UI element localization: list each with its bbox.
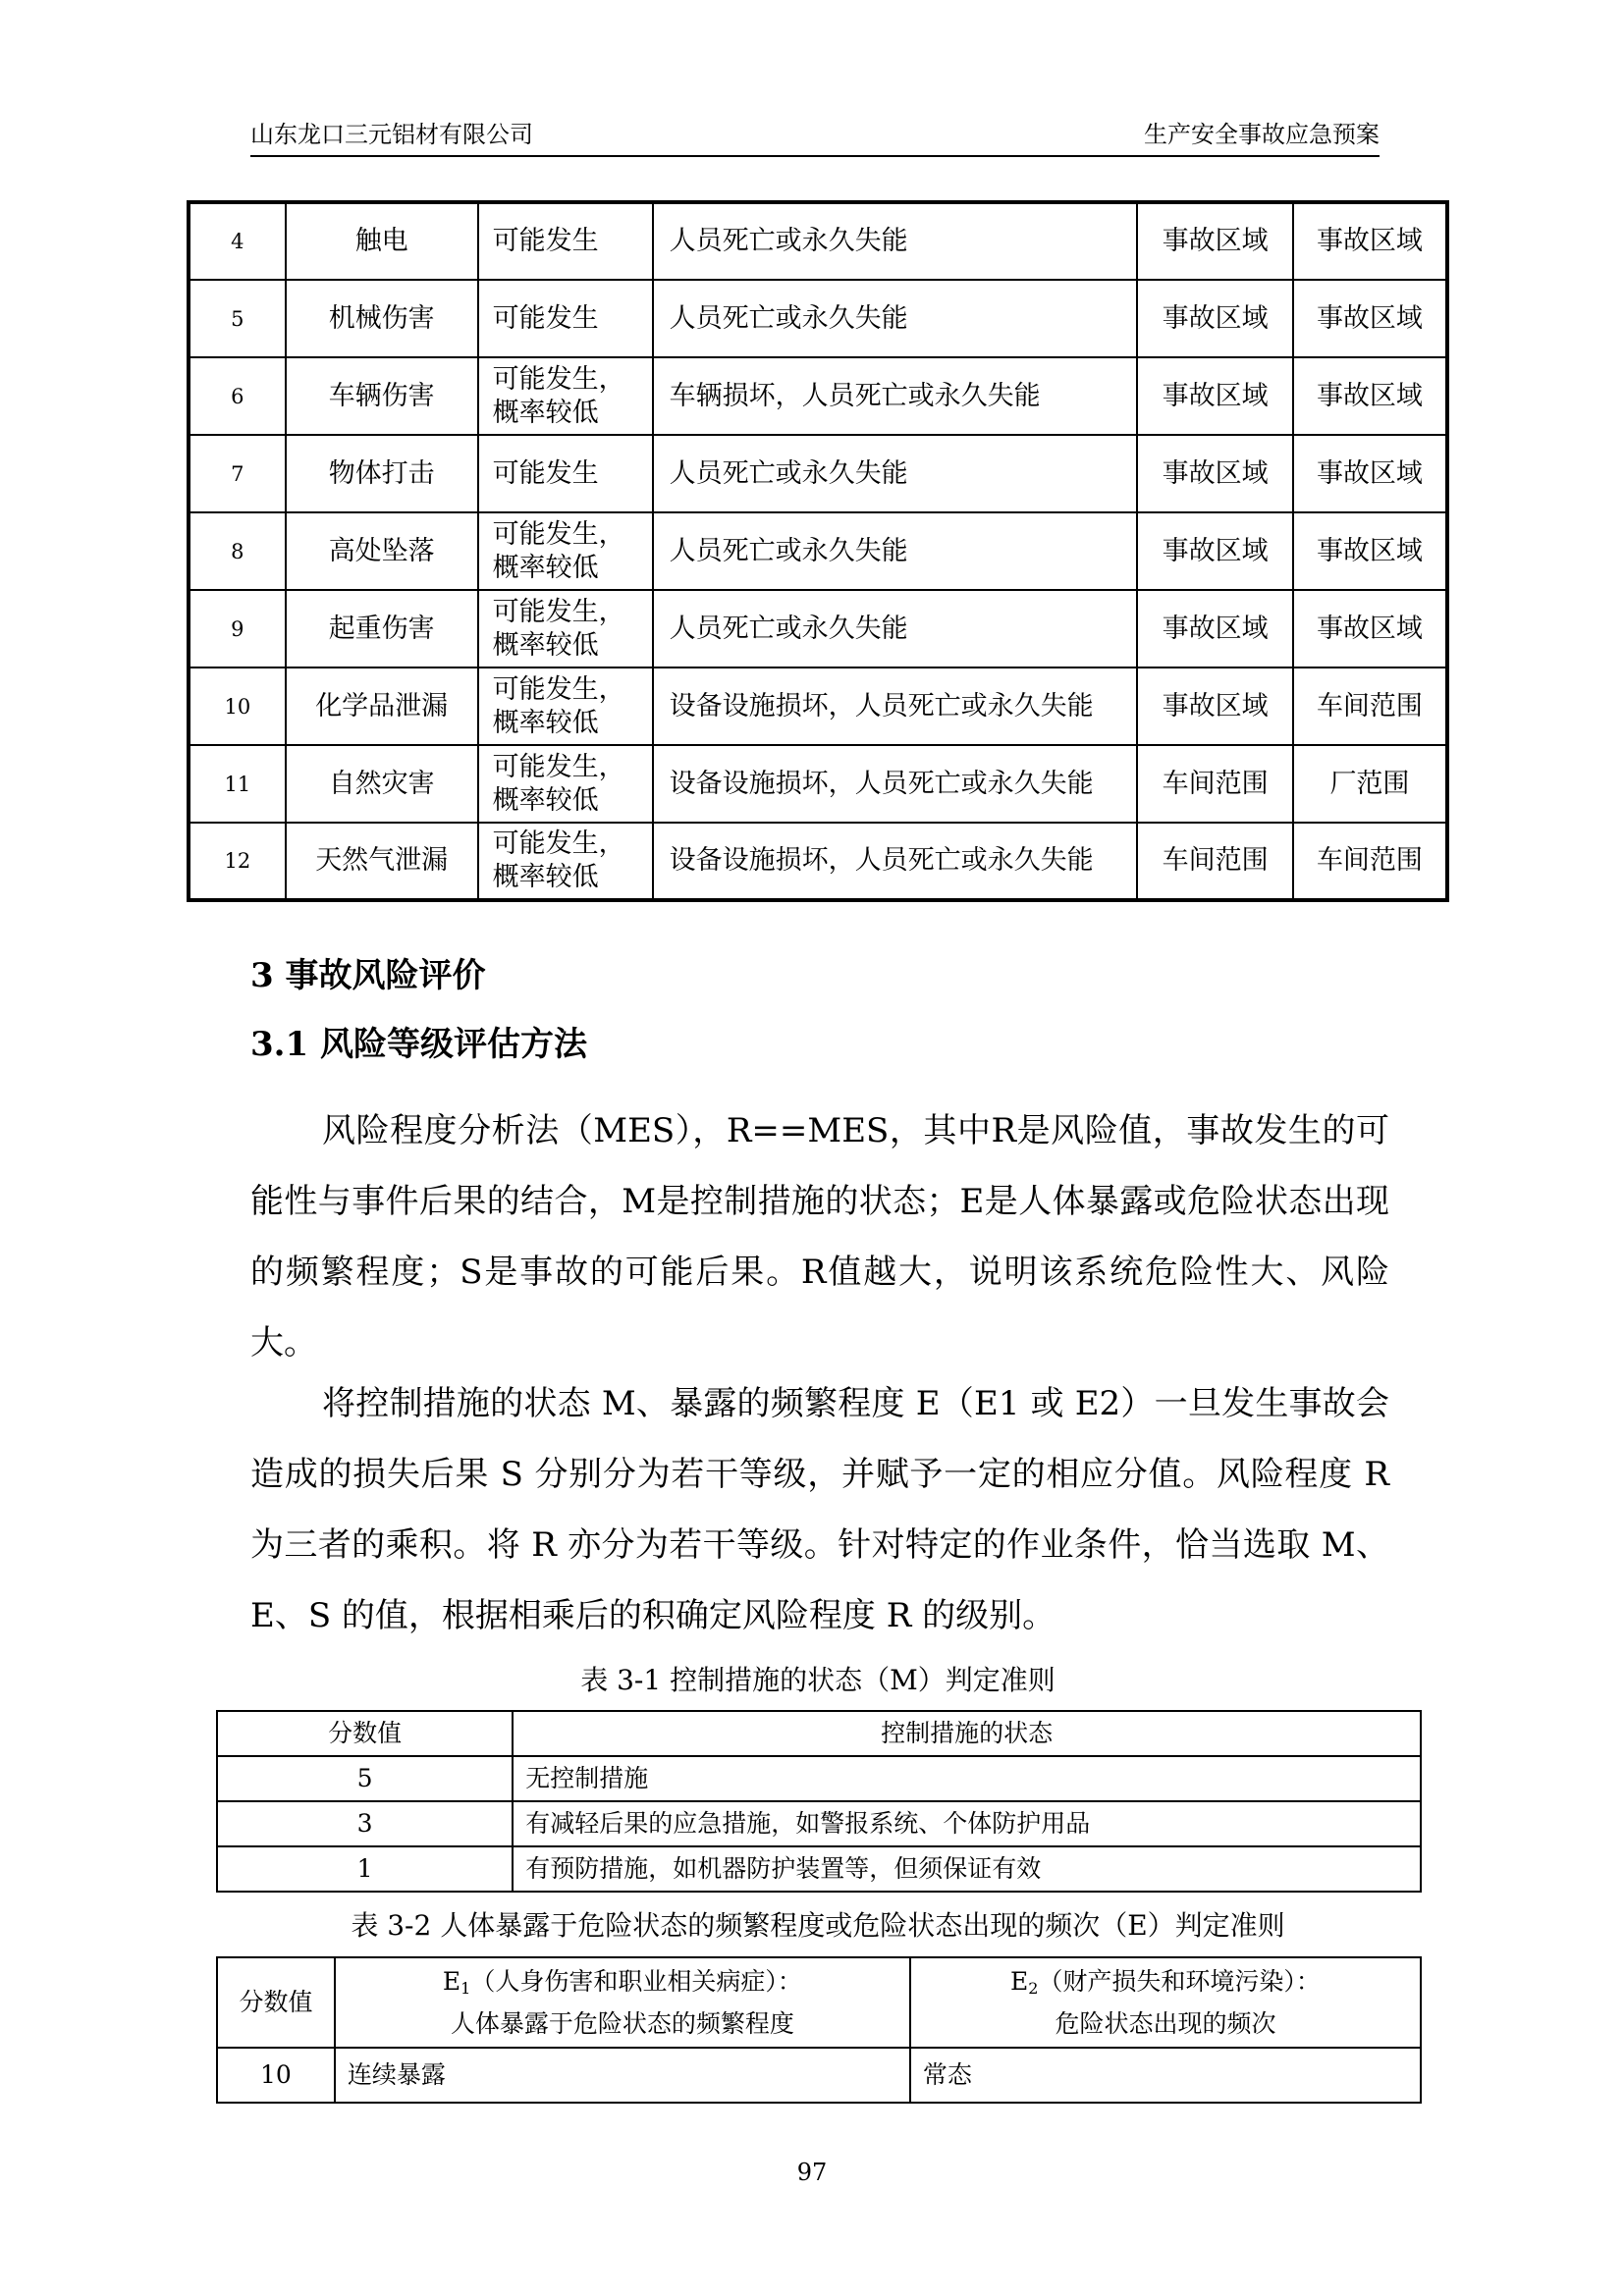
hazard-table — [187, 200, 1449, 902]
header-control-state: 控制措施的状态 — [513, 1711, 1421, 1756]
control-state: 无控制措施 — [513, 1756, 1421, 1801]
impact-area-1: 车间范围 — [1137, 823, 1293, 900]
row-number: 7 — [189, 435, 286, 512]
e2-desc: 危险状态出现的频次 — [1055, 2008, 1276, 2038]
impact-area-1: 事故区域 — [1137, 590, 1293, 667]
impact-area-2: 事故区域 — [1293, 280, 1447, 357]
possibility: 可能发生，概率较低 — [478, 823, 653, 900]
impact-area-1: 事故区域 — [1137, 202, 1293, 280]
table-row — [217, 1801, 1421, 1846]
hazard-type: 高处坠落 — [286, 512, 478, 590]
impact-area-2: 车间范围 — [1293, 823, 1447, 900]
e2-value: 常态 — [910, 2048, 1421, 2103]
table-row — [189, 202, 1447, 280]
table-row — [189, 357, 1447, 435]
table-row — [189, 667, 1447, 745]
header-score: 分数值 — [217, 1957, 335, 2048]
control-state-table — [216, 1710, 1422, 1893]
table-row — [189, 823, 1447, 900]
consequence: 人员死亡或永久失能 — [653, 435, 1138, 512]
row-number: 6 — [189, 357, 286, 435]
e1-subscript: 1 — [460, 1978, 471, 1998]
paragraph-mes-intro: 风险程度分析法（MES），R==MES，其中R是风险值，事故发生的可能性与事件后果的结合，M是控制措施的状态；E是人体暴露或危险状态出现的频繁程度；S是事故的可能后果。R值越大，说明该系统危险性大、风险大。 — [250, 1111, 1389, 1362]
row-number: 10 — [189, 667, 286, 745]
consequence: 人员死亡或永久失能 — [653, 590, 1138, 667]
consequence: 设备设施损坏，人员死亡或永久失能 — [653, 745, 1138, 823]
hazard-type: 化学品泄漏 — [286, 667, 478, 745]
table-row — [189, 435, 1447, 512]
control-state: 有预防措施，如机器防护装置等，但须保证有效 — [513, 1846, 1421, 1892]
consequence: 设备设施损坏，人员死亡或永久失能 — [653, 667, 1138, 745]
row-number: 8 — [189, 512, 286, 590]
impact-area-1: 事故区域 — [1137, 435, 1293, 512]
possibility: 可能发生，概率较低 — [478, 590, 653, 667]
hazard-type: 起重伤害 — [286, 590, 478, 667]
consequence: 人员死亡或永久失能 — [653, 280, 1138, 357]
table-m-caption: 表 3-1 控制措施的状态（M）判定准则 — [580, 1664, 1056, 1696]
table-e-caption: 表 3-2 人体暴露于危险状态的频繁程度或危险状态出现的频次（E）判定准则 — [351, 1909, 1285, 1942]
possibility: 可能发生 — [478, 280, 653, 357]
score-value: 5 — [217, 1756, 513, 1801]
section-title: 3 事故风险评价 — [250, 956, 486, 995]
e1-value: 连续暴露 — [335, 2048, 910, 2103]
impact-area-1: 事故区域 — [1137, 357, 1293, 435]
table-row — [189, 512, 1447, 590]
possibility: 可能发生 — [478, 435, 653, 512]
table-row — [217, 2048, 1421, 2103]
possibility: 可能发生，概率较低 — [478, 512, 653, 590]
table-row — [189, 745, 1447, 823]
hazard-type: 天然气泄漏 — [286, 823, 478, 900]
impact-area-1: 事故区域 — [1137, 280, 1293, 357]
impact-area-2: 事故区域 — [1293, 435, 1447, 512]
hazard-type: 机械伤害 — [286, 280, 478, 357]
consequence: 人员死亡或永久失能 — [653, 512, 1138, 590]
hazard-type: 车辆伤害 — [286, 357, 478, 435]
e1-letter: E — [442, 1966, 461, 1996]
impact-area-2: 车间范围 — [1293, 667, 1447, 745]
possibility: 可能发生，概率较低 — [478, 357, 653, 435]
header-score: 分数值 — [217, 1711, 513, 1756]
table-header-row — [217, 1711, 1421, 1756]
header-doc-title: 生产安全事故应急预案 — [1144, 121, 1380, 148]
page-number: 97 — [796, 2159, 828, 2186]
impact-area-2: 事故区域 — [1293, 512, 1447, 590]
row-number: 11 — [189, 745, 286, 823]
subsection-title: 3.1 风险等级评估方法 — [250, 1025, 587, 1064]
e2-subscript: 2 — [1028, 1978, 1039, 1998]
table-row — [189, 590, 1447, 667]
impact-area-2: 事故区域 — [1293, 590, 1447, 667]
control-state: 有减轻后果的应急措施，如警报系统、个体防护用品 — [513, 1801, 1421, 1846]
header-e1 — [335, 1957, 910, 2048]
row-number: 9 — [189, 590, 286, 667]
row-number: 5 — [189, 280, 286, 357]
table-row — [217, 1846, 1421, 1892]
possibility: 可能发生，概率较低 — [478, 667, 653, 745]
table-row — [217, 1756, 1421, 1801]
impact-area-1: 事故区域 — [1137, 667, 1293, 745]
consequence: 车辆损坏，人员死亡或永久失能 — [653, 357, 1138, 435]
header-e2 — [910, 1957, 1421, 2048]
impact-area-2: 事故区域 — [1293, 202, 1447, 280]
hazard-type: 物体打击 — [286, 435, 478, 512]
impact-area-2: 事故区域 — [1293, 357, 1447, 435]
possibility: 可能发生 — [478, 202, 653, 280]
consequence: 设备设施损坏，人员死亡或永久失能 — [653, 823, 1138, 900]
row-number: 12 — [189, 823, 286, 900]
impact-area-1: 事故区域 — [1137, 512, 1293, 590]
hazard-type: 自然灾害 — [286, 745, 478, 823]
score-value: 10 — [217, 2048, 335, 2103]
header-company: 山东龙口三元铝材有限公司 — [250, 121, 533, 148]
e1-title: （人身伤害和职业相关病症）： — [470, 1966, 802, 1996]
consequence: 人员死亡或永久失能 — [653, 202, 1138, 280]
possibility: 可能发生，概率较低 — [478, 745, 653, 823]
score-value: 3 — [217, 1801, 513, 1846]
e2-title: （财产损失和环境污染）： — [1038, 1966, 1321, 1996]
score-value: 1 — [217, 1846, 513, 1892]
row-number: 4 — [189, 202, 286, 280]
e2-letter: E — [1009, 1966, 1029, 1996]
hazard-type: 触电 — [286, 202, 478, 280]
table-header-row — [217, 1957, 1421, 2048]
e1-desc: 人体暴露于危险状态的频繁程度 — [450, 2008, 794, 2038]
impact-area-1: 车间范围 — [1137, 745, 1293, 823]
exposure-frequency-table — [216, 1956, 1422, 2104]
impact-area-2: 厂范围 — [1293, 745, 1447, 823]
paragraph-mes-method: 将控制措施的状态 M、暴露的频繁程度 E（E1 或 E2）一旦发生事故会造成的损失后果 S 分别分为若干等级，并赋予一定的相应分值。风险程度 R 为三者的乘积。将 R 亦分为若干等级。针对特定的作业条件，恰当选取 M、E、S 的值，根据相乘后的积确定风险程度 R 的级别。 — [250, 1384, 1389, 1635]
table-row — [189, 280, 1447, 357]
page-header — [250, 112, 1380, 157]
